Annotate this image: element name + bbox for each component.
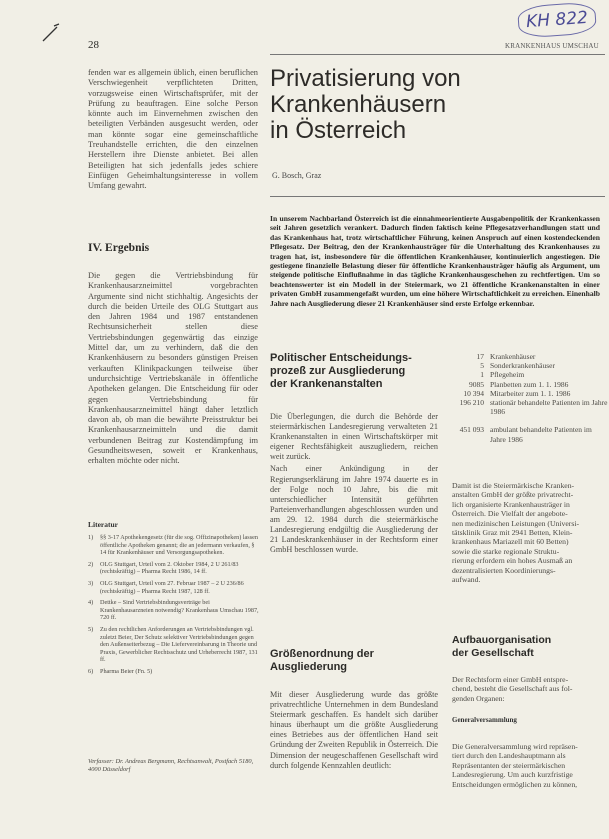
stat-row (448, 389, 608, 398)
text-line: tätsklinik Graz mit 2941 Betten, Klein- (452, 528, 573, 538)
stat-number: 10 394 (463, 388, 484, 398)
archive-stamp: KH 822 (517, 1, 597, 38)
reference-number: 2) (88, 560, 94, 568)
heading-line: Aufbauorganisation (452, 634, 552, 646)
reference-item (88, 534, 260, 557)
size-body (270, 690, 438, 773)
stat-row (448, 352, 608, 361)
section-iv-heading-wrap (88, 243, 258, 253)
title-line: Privatisierung von (270, 65, 461, 92)
body-paragraph: Mit dieser Ausgliederung wurde das größte privatrechtliche Unternehmen in dem Bundesland Steiermark geschaffen. Es handelt sich darüber hinaus überhaupt um die größte Ausgliederung eines Betriebes aus der öffentlichen Hand seit Gründung der Zweiten Republik in Österreich. Die Dimension der neugeschaffenen Gesellschaft wird durch folgende Kennzahlen deutlich: (270, 690, 438, 770)
text-line: Landesregierung. Um auch kurzfristige (452, 770, 573, 780)
section-heading: IV. Ergebnis (88, 242, 150, 254)
text-line: sowie die starke regionale Struktu- (452, 546, 560, 556)
company-size-text (452, 481, 609, 584)
reference-item (88, 561, 260, 576)
stat-number: 451 093 (459, 425, 484, 435)
reference-list (88, 534, 260, 680)
heading-organisation (452, 634, 607, 660)
stat-label: stationär behandelte Patienten im Jahre 1986 (490, 398, 608, 417)
reference-number: 4) (88, 599, 94, 607)
stat-label: Mitarbeiter zum 1. 1. 1986 (490, 388, 571, 398)
key-figures-list (448, 352, 608, 444)
pen-mark (40, 22, 62, 44)
body-paragraph: Nach einer Ankündigung in der Regierungserklärung im Jahre 1974 dauerte es in der Folge noch 10 Jahre, bis die mit unterschiedlicher Intensität geführten Parteienverhandlungen abgeschlossen wurden und am 29. 12. 1984 durch die steiermärkische Landesregierung endgültig die Ausgliederung der 21 Landeskrankenhäuser in der Rechtsform einer GmbH beschlossen wurde. (270, 464, 438, 555)
reference-text: Dettke – Sind Vertriebsbindungsverträge bei Krankenhausarzneien notwendig? Krankenhaus Umschau 1987, 720 ff. (100, 599, 259, 622)
organisation-text (452, 675, 609, 703)
stat-row (448, 361, 608, 370)
running-head: KRANKENHAUS UMSCHAU (505, 42, 599, 50)
reference-text: Zu den rechtlichen Anforderungen an Vertriebsbindungen vgl. zuletzt Beier, Der Schutz selektiver Vertriebsbindungen gegen den Außenseiterbezug – Die Liefervereinbarung in Theorie und Praxis, Gewerblicher Rechtsschutz und Urheberrecht 1987, 131 ff. (100, 625, 258, 664)
text-line: lich organisierte Krankenhausträger in (452, 499, 570, 509)
reference-number: 6) (88, 667, 94, 675)
article-title (270, 66, 570, 144)
title-rule (270, 196, 605, 197)
intro-continuation (88, 68, 258, 192)
reference-number: 1) (88, 534, 94, 541)
reference-item (88, 599, 260, 622)
stat-label: Planbetten zum 1. 1. 1986 (490, 379, 569, 389)
stat-label: Sonderkrankenhäuser (490, 361, 555, 371)
text-line: Damit ist die Steiermärkische Kranken- (452, 481, 575, 490)
stat-label: ambulant behandelte Patienten im Jahre 1986 (490, 425, 592, 444)
stat-number: 196 210 (459, 398, 484, 408)
text-line: Entscheidungen ermöglichen zu können, (452, 779, 578, 789)
stat-number: 17 (476, 352, 484, 361)
reference-text: §§ 3-17 Apothekengesetz (für die sog. Offizinapotheken) lassen öffentliche Apotheken genannt; die an jedermann verkaufen, § 14 für Krankenhäuser und Versorgungsapotheken. (100, 534, 258, 557)
text-line: chend, besteht die Gesellschaft aus fol- (452, 684, 573, 694)
text-line: rierung erfordern ein hohes Ausmaß an (452, 556, 573, 566)
byline: G. Bosch, Graz (272, 171, 322, 180)
stat-label: Krankenhäuser (490, 352, 536, 361)
heading-size (270, 648, 430, 674)
text-line: Repräsentanten der steiermärkischen (452, 760, 566, 770)
text-line: Die Generalversammlung wird repräsen- (452, 742, 578, 751)
subheading-general-assembly: Generalversammlung (452, 716, 517, 724)
literature-heading: Literatur (88, 520, 118, 529)
author-address: Verfasser: Dr. Andreas Bergmann, Rechtsanwalt, Postfach 5180, 4000 Düsseldorf (88, 758, 254, 773)
reference-text: Pharma Beier (Fn. 5) (100, 667, 153, 675)
heading-line: Größenordnung der (270, 648, 374, 660)
header-rule (270, 54, 605, 55)
title-line: Krankenhäusern (270, 91, 447, 118)
text-line: krankenhaus Mariazell mit 60 Betten) (452, 537, 569, 547)
text-line: anstalten GmbH der größte privatrecht- (452, 490, 574, 500)
reference-item (88, 626, 260, 664)
stat-number: 9085 (469, 379, 484, 389)
stat-number: 5 (480, 361, 484, 371)
stat-row (448, 425, 608, 443)
political-process-body (270, 412, 438, 557)
reference-number: 5) (88, 625, 94, 633)
stat-label: Pflegeheim (490, 370, 525, 380)
text-line: nen medizinischen Leistungen (Universi- (452, 518, 580, 528)
text-line: Österreich. Die Vielfalt der angebote- (452, 509, 568, 519)
general-assembly-text (452, 742, 609, 789)
text-line: genden Organen: (452, 693, 505, 703)
reference-text: OLG Stuttgart, Urteil vom 27. Februar 1987 – 2 U 236/86 (rechtskräftig) – Pharma Recht 1987, 128 ff. (100, 579, 244, 595)
stat-row (448, 370, 608, 379)
heading-line: Politischer Entscheidungs- (270, 352, 412, 364)
page-number: 28 (88, 39, 99, 51)
text-line: dezentralisierten Koordinierungs- (452, 565, 556, 575)
heading-political-process (270, 352, 430, 391)
section-paragraph: Die gegen die Vertriebsbindung für Krankenhausarzneimittel vorgebrachten Argumente sind nicht stichhaltig. Angesichts der durch die beiden Urteile des OLG Stuttgart aus den Jahren 1984 und 1987 entstandenen Rechtsunsicherheit stellen diese Vertriebsbindungen gegenwärtig das einzige Mittel dar, um zu verhindern, daß die den Krankenhäusern zu besonders günstigen Preisen verkauften Klinikpackungen teilweise über undurchsichtige Vertriebskanäle in öffentliche Apotheken gelangen. Die Entscheidung für oder gegen Vertriebsbindung für Krankenhausarzneimittel hängt daher letztlich davon ab, ob man die bewährte Preisstruktur bei Krankenhausarzneimitteln und die damit verbundenen Beitrag zur Kostendämpfung im Gesundheitswesen, soweit er Krankenhaus, erhalten möchte oder nicht. (88, 271, 258, 466)
heading-line: prozeß zur Ausgliederung (270, 365, 406, 377)
reference-number: 3) (88, 579, 94, 587)
reference-item (88, 668, 260, 676)
heading-line: Ausgliederung (270, 661, 348, 673)
title-line: in Österreich (270, 117, 407, 144)
body-paragraph: Die Überlegungen, die durch die Behörde der steiermärkischen Landesregierung verwalteten 21 Krankenanstalten in einen Wirtschaftskörper mit eigener Rechtsfähigkeit auszugliedern, reichen weit zurück. (270, 412, 438, 462)
reference-item (88, 580, 260, 595)
stat-number: 1 (480, 370, 484, 380)
intro-paragraph: fenden war es allgemein üblich, einen beruflichen Verschwiegenheit verpflichteten Dritten, vorzugsweise einen Wirtschaftsprüfer, mit der Prüfung zu beauftragen. Eine solche Person könnte auch im Einvernehmen zwischen den beteiligten Verbänden ausgesucht werden, oder man könnte sogar eine gemeinschaftliche Treuhandstelle errichten, die den einzelnen Herstellern ihre Dienste anbietet. Bei allen Beteiligten hat sich jedenfalls jedes schiere Einfügen Geheimhaltungsinteresse in vollem Umfang gewahrt. (88, 68, 258, 191)
abstract: In unserem Nachbarland Österreich ist die einnahmeorientierte Ausgabenpolitik der Krankenkassen seit Jahren gesetzlich verankert. Dadurch finden faktisch keine Pflegesatzverhandlungen statt und das Krankenhaus hat, trotz wirtschaftlicher Führung, keinen Anspruch auf einen kostendeckenden Pflegesatz. Der Beitrag, den der Krankenhausträger für die Unterhaltung des Krankenhauses zu tragen hat, ist, insbesondere für die öffentlichen Krankenhäuser, kontinuierlich angestiegen. Die gestiegene finanzielle Belastung dieser für öffentliche Krankenhausträger häufig als Argument, um steigende politische Einflußnahme in das tägliche Krankenhausgeschehen zu rechtfertigen. Um so beachtenswerter ist ein Modell in der Steiermark, wo 21 öffentliche Krankenanstalten in einer privaten GmbH zusammengefaßt wurden, um eine höhere Wirtschaftlichkeit zu erreichen. Einenhalb Jahre nach Ausgliederung dieser 21 Krankenhäuser sind erste Erfolge erkennbar. (270, 214, 600, 308)
text-line: tiert durch den Landeshauptmann als (452, 751, 566, 761)
heading-line: der Krankenanstalten (270, 378, 383, 390)
text-line: Der Rechtsform einer GmbH entspre- (452, 675, 569, 684)
heading-line: der Gesellschaft (452, 647, 534, 659)
reference-text: OLG Stuttgart, Urteil vom 2. Oktober 1984, 2 U 261/83 (rechtskräftig) – Pharma Recht 1986, 14 ff. (100, 560, 239, 576)
stat-row (448, 398, 608, 416)
text-line: aufwand. (452, 575, 481, 585)
stat-row (448, 380, 608, 389)
section-iv-body (88, 271, 258, 467)
